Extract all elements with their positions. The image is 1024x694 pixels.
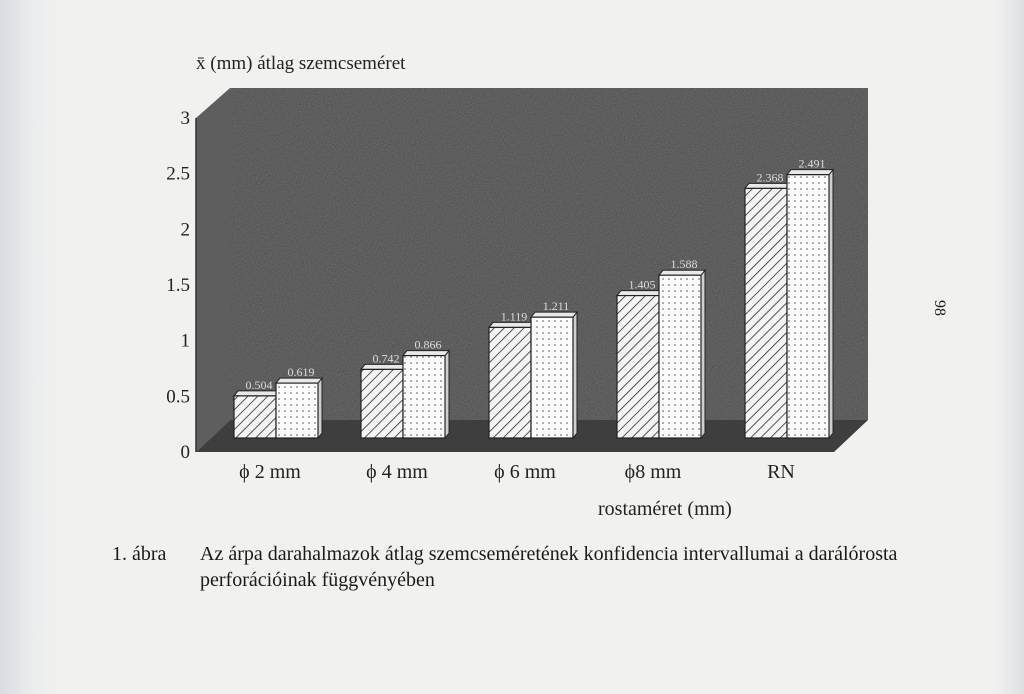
bar-value-label: 0.742 [372, 351, 400, 366]
plot-left-wall [196, 88, 230, 452]
y-axis-title: x̄ (mm) átlag szemcseméret [196, 53, 406, 74]
bar-dotted [403, 356, 445, 438]
bar-dotted [276, 383, 318, 438]
bar-side [445, 351, 449, 438]
x-tick-label: ϕ 6 mm [494, 461, 556, 483]
bar-hatched [745, 188, 787, 438]
x-tick-label: ϕ 2 mm [239, 461, 301, 483]
y-tick-label: 1 [180, 330, 190, 352]
caption-text: Az árpa darahalmazok átlag szemcseméretének konfidencia intervallumai a darálórosta perforációinak függvényében [200, 543, 898, 591]
x-tick-label: ϕ8 mm [624, 461, 682, 483]
y-axis-ticks [166, 108, 190, 463]
y-tick-label: 0.5 [166, 386, 190, 408]
bar-dotted [787, 175, 829, 438]
bar-value-label: 1.405 [628, 277, 656, 292]
bar-value-label: 0.619 [287, 365, 315, 380]
page-number: 98 [931, 300, 948, 316]
y-tick-label: 0 [180, 442, 190, 463]
bar-value-label: 1.588 [670, 257, 698, 272]
x-axis-title: rostaméret (mm) [598, 498, 732, 520]
bar-value-label: 1.211 [542, 299, 570, 314]
bar-hatched [361, 369, 403, 438]
y-tick-label: 2 [180, 219, 190, 241]
y-tick-label: 1.5 [166, 275, 190, 296]
bar-dotted [531, 317, 573, 438]
y-tick-label: 2.5 [166, 163, 190, 185]
y-tick-label: 3 [180, 108, 190, 129]
x-axis-labels [239, 461, 795, 483]
bar-hatched [234, 396, 276, 438]
bar-value-label: 1.119 [500, 309, 528, 324]
bar-value-label: 2.368 [756, 170, 784, 185]
bar-hatched [489, 327, 531, 438]
bar-value-label: 2.491 [798, 156, 826, 171]
bar-dotted [659, 275, 701, 438]
caption-number: 1. ábra [112, 543, 167, 565]
bar-hatched [617, 296, 659, 438]
bar-value-label: 0.866 [414, 337, 442, 352]
bar-value-label: 0.504 [245, 377, 273, 392]
bar-side [318, 378, 322, 438]
x-tick-label: RN [767, 461, 795, 483]
x-tick-label: ϕ 4 mm [366, 461, 428, 483]
